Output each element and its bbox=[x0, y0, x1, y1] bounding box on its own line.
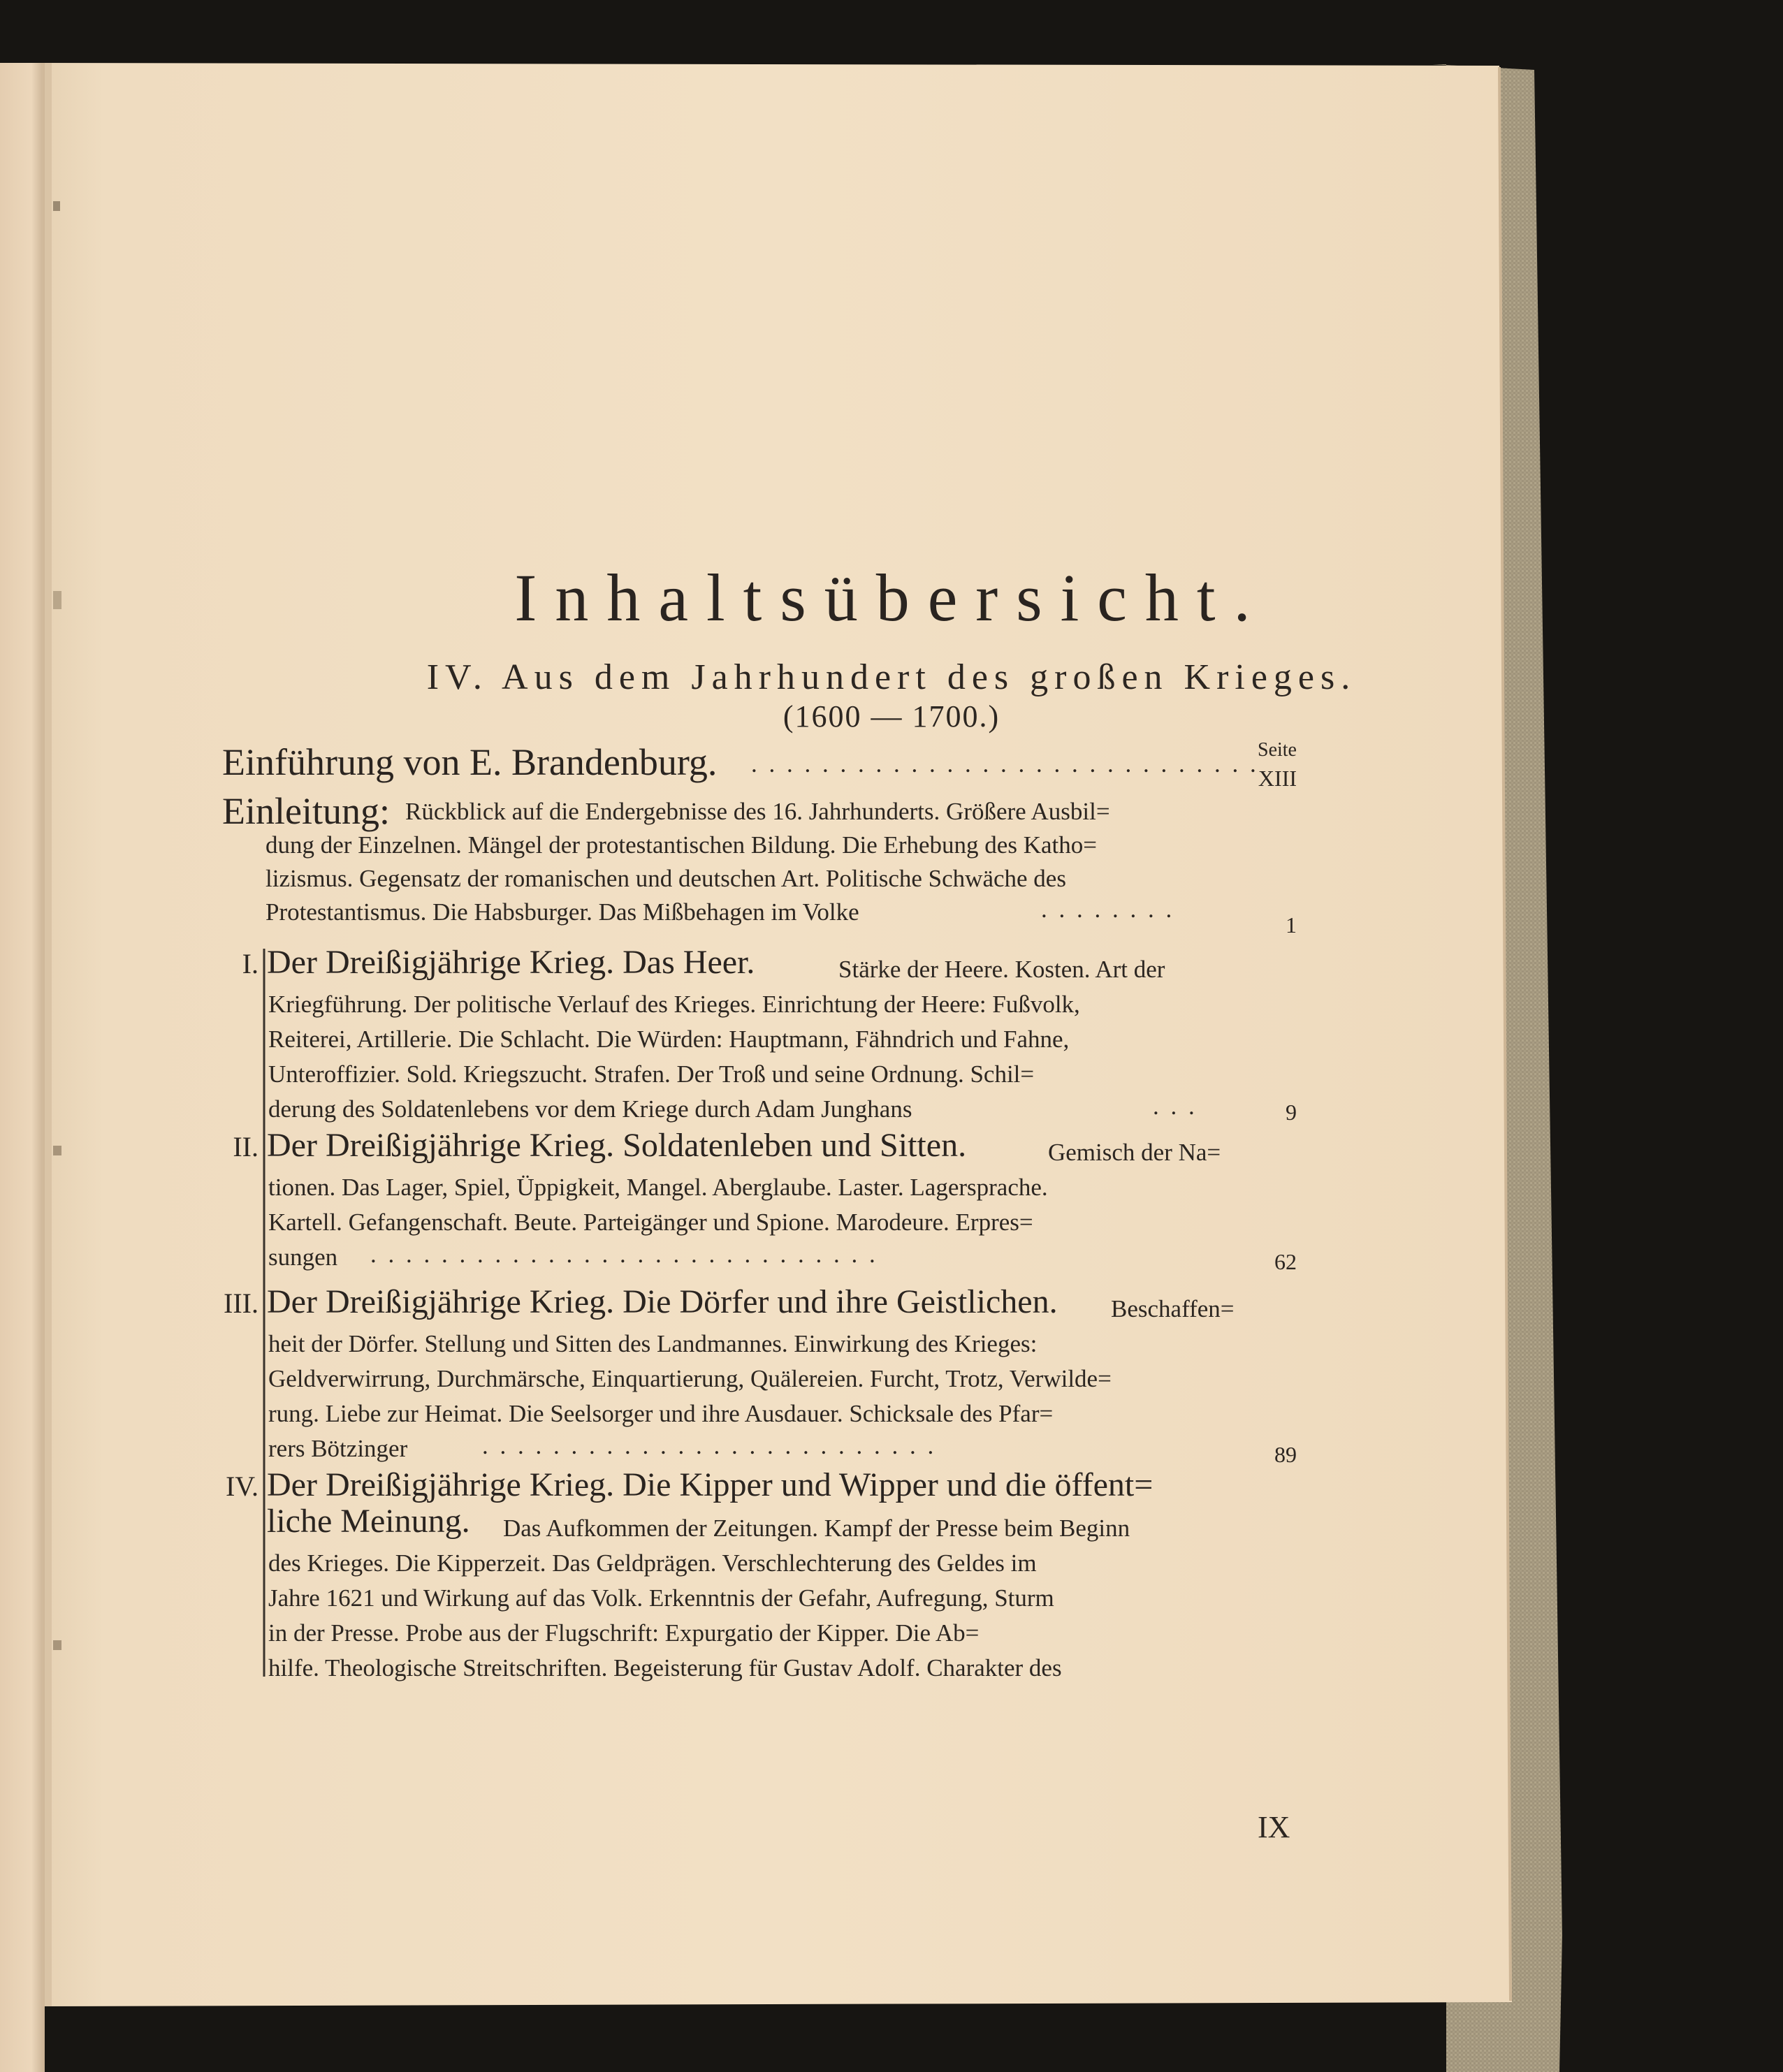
entry-text-line: derung des Soldatenlebens vor dem Kriege durch Adam Junghans bbox=[268, 1095, 912, 1123]
chapter-heading-continued: liche Meinung. bbox=[267, 1503, 470, 1540]
chapter-heading: Der Dreißigjährige Krieg. Die Dörfer und ihre Geistlichen. bbox=[267, 1283, 1058, 1320]
entry-text-line: rung. Liebe zur Heimat. Die Seelsorger und ihre Ausdauer. Schicksale des Pfar= bbox=[268, 1400, 1054, 1427]
entry-text-line: Unteroffizier. Sold. Kriegszucht. Strafen. Der Troß und seine Ordnung. Schil= bbox=[268, 1060, 1035, 1088]
entry-text-line: tionen. Das Lager, Spiel, Üppigkeit, Mangel. Aberglaube. Laster. Lagersprache. bbox=[268, 1174, 1048, 1201]
entry-text-line: Kartell. Gefangenschaft. Beute. Parteigänger und Spione. Marodeure. Erpres= bbox=[268, 1209, 1033, 1236]
entry-text-line: sungen bbox=[268, 1243, 338, 1271]
chapter-number: I. bbox=[242, 948, 259, 979]
entry-text-line: des Krieges. Die Kipperzeit. Das Geldprägen. Verschlechterung des Geldes im bbox=[268, 1549, 1037, 1577]
entry-text-line: dung der Einzelnen. Mängel der protestantischen Bildung. Die Erhebung des Katho= bbox=[265, 831, 1097, 859]
entry-label: Einführung von E. Brandenburg. bbox=[222, 741, 718, 783]
page-number: 9 bbox=[1286, 1100, 1297, 1125]
entry-text-line: Kriegführung. Der politische Verlauf des Krieges. Einrichtung der Heere: Fußvolk, bbox=[268, 991, 1080, 1018]
entry-text-line: in der Presse. Probe aus der Flugschrift: Expurgatio der Kipper. Die Ab= bbox=[268, 1619, 980, 1647]
entry-text-line: Beschaffen= bbox=[1111, 1295, 1235, 1322]
dot-leader: . . . . . . . . . . . . . . . . . . . . . . . . . . bbox=[482, 1432, 937, 1459]
entry-text-line: Stärke der Heere. Kosten. Art der bbox=[838, 956, 1165, 983]
chapter-number: III. bbox=[224, 1287, 259, 1319]
page-number: 89 bbox=[1274, 1442, 1297, 1467]
dot-leader: . . . . . . . . . . . . . . . . . . . . . . . . . . . . . bbox=[751, 750, 1259, 778]
entry-text-line: lizismus. Gegensatz der romanischen und deutschen Art. Politische Schwäche des bbox=[265, 865, 1066, 892]
dot-leader: . . . . . . . . . . . . . . . . . . . . . . . . . . . . . bbox=[370, 1241, 878, 1268]
entry-text-line: Gemisch der Na= bbox=[1048, 1139, 1221, 1166]
entry-text-line: Das Aufkommen der Zeitungen. Kampf der Presse beim Beginn bbox=[503, 1515, 1130, 1542]
entry-text-line: Jahre 1621 und Wirkung auf das Volk. Erkenntnis der Gefahr, Aufregung, Sturm bbox=[268, 1584, 1054, 1612]
entry-text-line: rers Bötzinger bbox=[268, 1435, 408, 1462]
page-title: Inhaltsübersicht. bbox=[514, 560, 1269, 635]
entry-text-line: heit der Dörfer. Stellung und Sitten des Landmannes. Einwirkung des Krieges: bbox=[268, 1330, 1038, 1357]
dot-leader: . . . . . . . . bbox=[1041, 896, 1175, 923]
entry-text-line: Rückblick auf die Endergebnisse des 16. Jahrhunderts. Größere Ausbil= bbox=[405, 798, 1110, 825]
dot-leader: . . . bbox=[1153, 1093, 1198, 1120]
entry-text-line: Protestantismus. Die Habsburger. Das Mißbehagen im Volke bbox=[265, 898, 859, 926]
page-number: 1 bbox=[1286, 912, 1297, 937]
chapter-heading: Der Dreißigjährige Krieg. Das Heer. bbox=[267, 944, 755, 981]
page-number: 62 bbox=[1274, 1249, 1297, 1274]
section-heading: IV. Aus dem Jahrhundert des großen Krieges. bbox=[426, 657, 1357, 697]
page-number: XIII bbox=[1258, 766, 1297, 791]
chapter-number: II. bbox=[233, 1131, 259, 1162]
entry-text-line: Geldverwirrung, Durchmärsche, Einquartierung, Quälereien. Furcht, Trotz, Verwilde= bbox=[268, 1365, 1112, 1392]
chapter-number: IV. bbox=[225, 1471, 259, 1502]
chapter-heading: Der Dreißigjährige Krieg. Soldatenleben und Sitten. bbox=[267, 1127, 967, 1164]
entry-text-line: hilfe. Theologische Streitschriften. Begeisterung für Gustav Adolf. Charakter des bbox=[268, 1654, 1062, 1681]
page-folio: IX bbox=[1258, 1810, 1290, 1844]
chapter-heading: Der Dreißigjährige Krieg. Die Kipper und Wipper und die öffent= bbox=[267, 1466, 1154, 1503]
entry-text-line: Reiterei, Artillerie. Die Schlacht. Die Würden: Hauptmann, Fähndrich und Fahne, bbox=[268, 1026, 1070, 1053]
section-years: (1600 — 1700.) bbox=[783, 699, 1000, 734]
seite-column-label: Seite bbox=[1258, 739, 1297, 761]
entry-label: Einleitung: bbox=[222, 790, 390, 832]
